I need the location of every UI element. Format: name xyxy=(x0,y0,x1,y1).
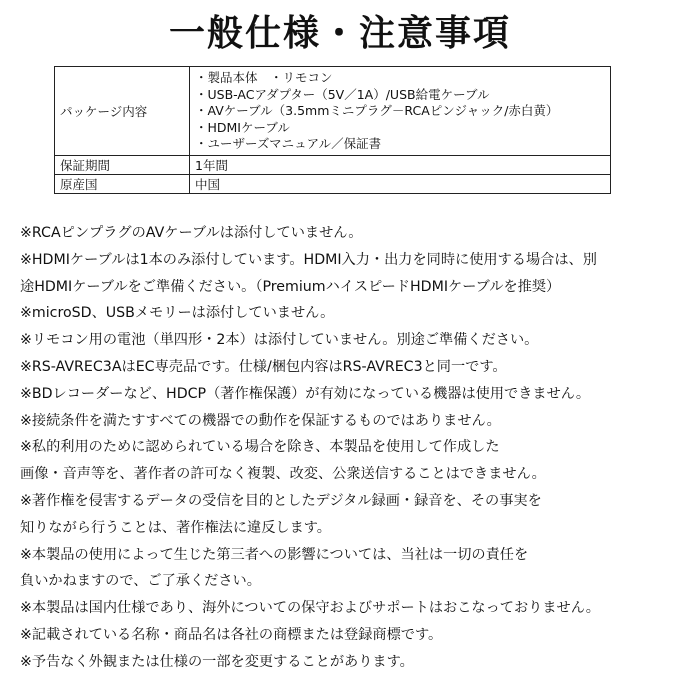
note-line: ※HDMIケーブルは1本のみ添付しています。HDMI入力・出力を同時に使用する場合は、別 xyxy=(20,251,597,268)
page-title: 一般仕様・注意事項 xyxy=(168,13,511,54)
package-item: ・製品本体 ・リモコン xyxy=(195,70,333,85)
note-line: ※著作権を侵害するデータの受信を目的としたデジタル録画・録音を、その事実を xyxy=(20,492,542,509)
package-label: パッケージ内容 xyxy=(55,67,190,156)
package-item: ・HDMIケーブル xyxy=(195,119,290,135)
spec-row-warranty xyxy=(55,155,611,174)
note-line: ※予告なく外観または仕様の一部を変更することがあります。 xyxy=(20,653,414,670)
package-contents xyxy=(190,67,611,156)
note-line: 知りながら行うことは、著作権法に違反します。 xyxy=(20,519,331,536)
warranty-label: 保証期間 xyxy=(55,155,190,174)
note-line: 画像・音声等を、著作者の許可なく複製、改変、公衆送信することはできません。 xyxy=(20,466,546,483)
note-line: ※接続条件を満たすすべての機器での動作を保証するものではありません。 xyxy=(20,412,501,429)
note-line: ※リモコン用の電池（単四形・2本）は添付していません。別途ご準備ください。 xyxy=(20,332,539,349)
spec-row-package xyxy=(55,67,611,156)
note-line: ※RS-AVREC3AはEC専売品です。仕様/梱包内容はRS-AVREC3と同一です。 xyxy=(20,358,507,375)
note-line: ※本製品の使用によって生じた第三者への影響については、当社は一切の責任を xyxy=(20,546,529,563)
package-item: ・USB-ACアダプター（5V／1A）/USB給電ケーブル xyxy=(195,86,490,102)
spec-table xyxy=(54,66,611,194)
note-line: ※本製品は国内仕様であり、海外についての保守およびサポートはおこなっておりません。 xyxy=(20,600,600,617)
note-line: ※RCAピンプラグのAVケーブルは添付していません。 xyxy=(20,225,363,241)
note-line: 途HDMIケーブルをご準備ください。（PremiumハイスピードHDMIケーブルを推奨） xyxy=(20,278,561,295)
package-item: ・ユーザーズマニュアル／保証書 xyxy=(195,136,382,151)
origin-value: 中国 xyxy=(190,174,611,193)
note-line: ※私的利用のために認められている場合を除き、本製品を使用して作成した xyxy=(20,439,500,456)
origin-label: 原産国 xyxy=(55,174,190,193)
package-item-list xyxy=(195,67,605,155)
note-line: ※microSD、USBメモリーは添付していません。 xyxy=(20,305,335,322)
note-line: ※記載されている名称・商品名は各社の商標または登録商標です。 xyxy=(20,626,443,643)
warranty-value: 1年間 xyxy=(190,155,611,174)
spec-row-origin xyxy=(55,174,611,193)
notes-section xyxy=(20,220,670,676)
note-line: 負いかねますので、ご了承ください。 xyxy=(20,573,261,590)
package-item: ・AVケーブル（3.5mmミニプラグ－RCAピンジャック/赤白黄） xyxy=(195,103,559,118)
note-line: ※BDレコーダーなど、HDCP（著作権保護）が有効になっている機器は使用できません。 xyxy=(20,385,591,402)
